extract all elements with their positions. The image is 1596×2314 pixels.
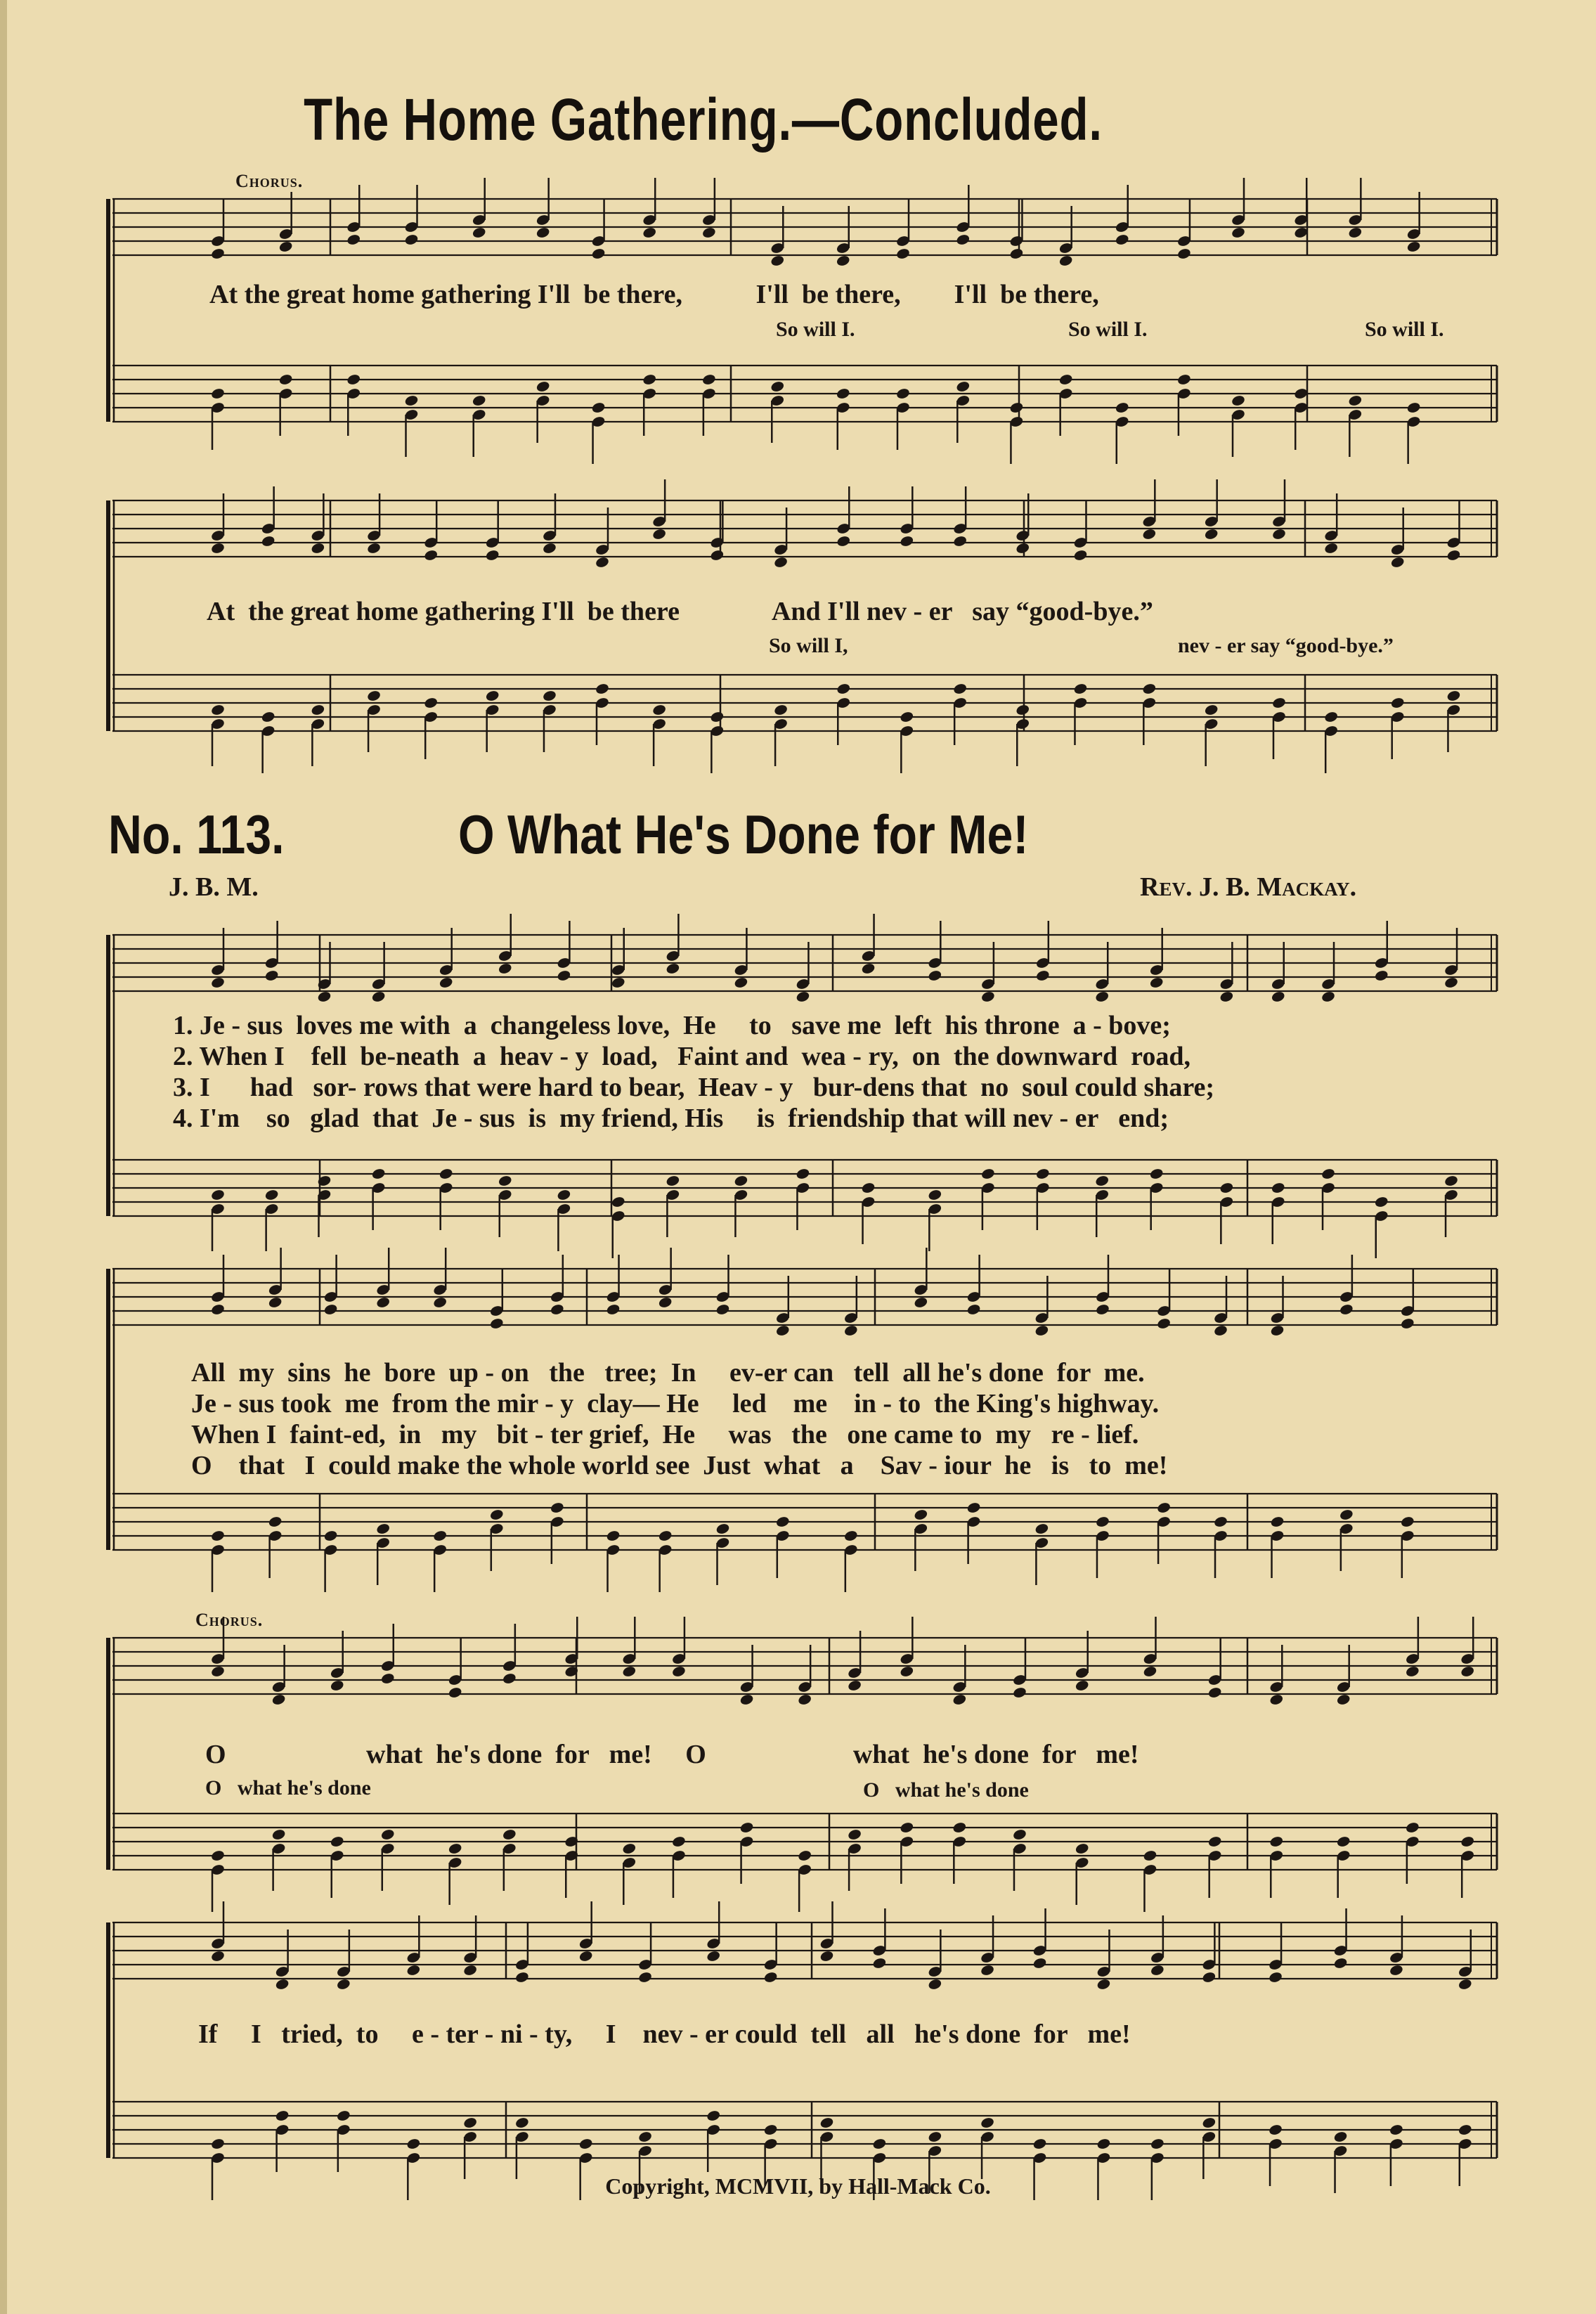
hymn-number: No. 113.	[108, 803, 285, 865]
chorus-echo-2: O what he's done	[863, 1778, 1029, 1802]
copyright: Copyright, MCMVII, by Hall-Mack Co.	[605, 2173, 991, 2199]
chorus-echo-1: O what he's done	[205, 1776, 371, 1799]
verse-line-b-3: When I faint-ed, in my bit - ter grief, He was the one came to my re - lief.	[191, 1420, 1139, 1449]
continuation-title: The Home Gathering.—Concluded.	[304, 86, 1103, 153]
hymn-chorus-label: Chorus.	[195, 1610, 264, 1630]
continuation-system1-lyric: At the great home gathering I'll be there, I'll be there, I'll be there,	[209, 280, 1099, 309]
continuation-system1-echo-2: So will I.	[1068, 318, 1148, 341]
lyricist: J. B. M.	[169, 872, 259, 902]
composer: Rev. J. B. Mackay.	[1140, 872, 1357, 902]
verse-line-a-2: 2. When I fell be-neath a heav - y load, Faint and wea - ry, on the downward road,	[173, 1042, 1190, 1071]
verse-line-b-2: Je - sus took me from the mir - y clay— He led me in - to the King's highway.	[191, 1389, 1160, 1418]
verse-line-b-1: All my sins he bore up - on the tree; In ev-er can tell all he's done for me.	[191, 1358, 1145, 1388]
hymn-title: O What He's Done for Me!	[458, 803, 1029, 865]
verse-line-b-4: O that I could make the whole world see Just what a Sav - iour he is to me!	[191, 1451, 1168, 1480]
verse-line-a-1: 1. Je - sus loves me with a changeless love, He to save me left his throne a - bove;	[173, 1011, 1171, 1040]
continuation-system1-echo-3: So will I.	[1365, 318, 1444, 341]
continuation-system1-echo-1: So will I.	[776, 318, 855, 341]
continuation-system2-echo-2: nev - er say “good-bye.”	[1178, 634, 1394, 657]
verse-line-a-3: 3. I had sor- rows that were hard to bear, Heav - y bur-dens that no soul could share;	[173, 1073, 1215, 1102]
continuation-chorus-label: Chorus.	[235, 171, 304, 191]
chorus-lyric-2: If I tried, to e - ter - ni - ty, I nev - er could tell all he's done for me!	[198, 2019, 1131, 2049]
continuation-system2-echo-1: So will I,	[769, 634, 848, 657]
chorus-lyric-1: O what he's done for me! O what he's done for me!	[205, 1740, 1139, 1769]
verse-line-a-4: 4. I'm so glad that Je - sus is my friend, His is friendship that will nev - er end;	[173, 1104, 1169, 1133]
continuation-system2-lyric: At the great home gathering I'll be there And I'll nev - er say “good-bye.”	[207, 597, 1153, 626]
